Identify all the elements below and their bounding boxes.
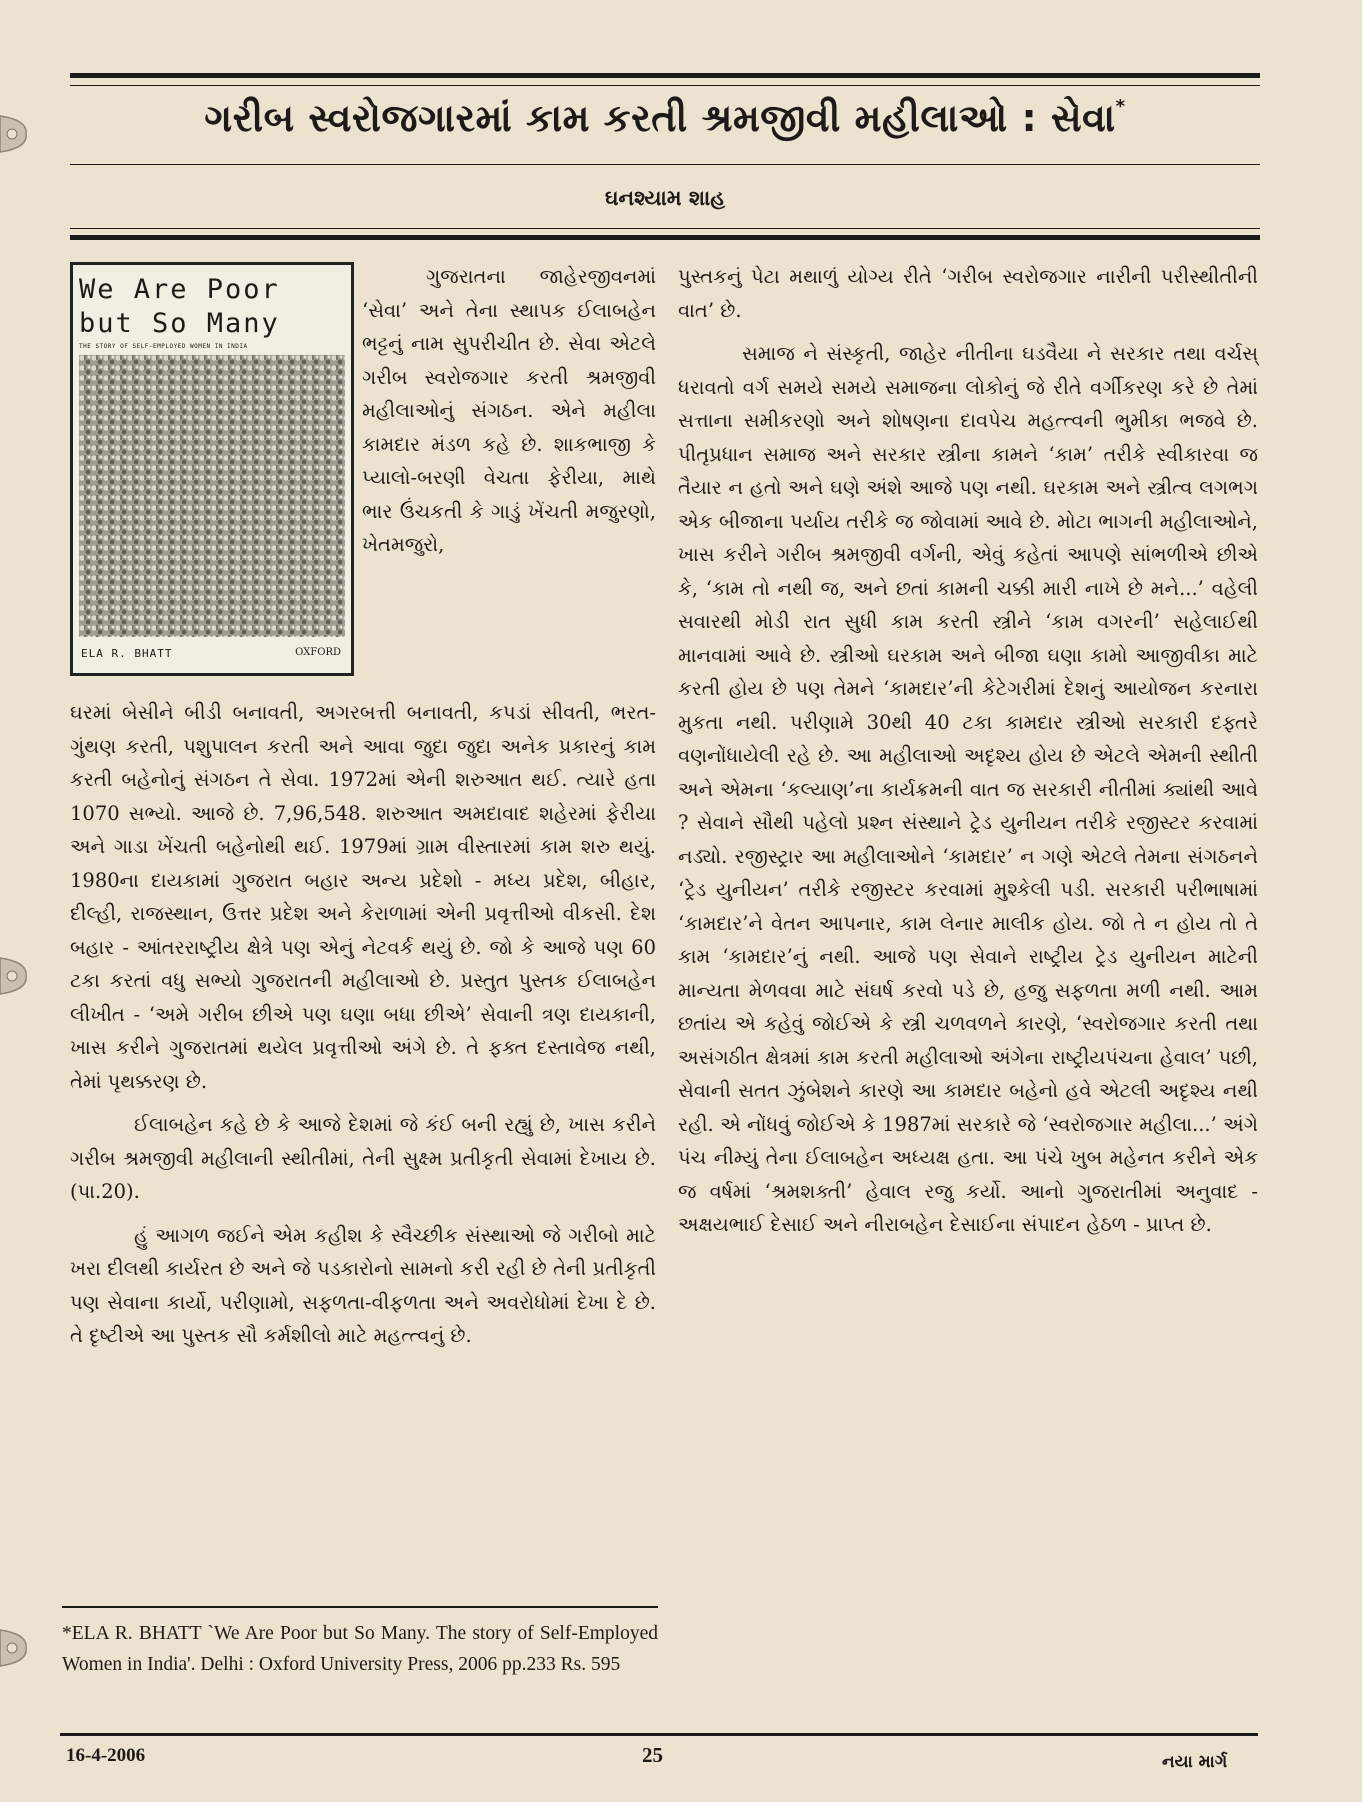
top-rule-thin bbox=[70, 85, 1260, 86]
body-paragraph: ઘરમાં બેસીને બીડી બનાવતી, અગરબત્તી બનાવતી, કપડાં સીવતી, ભરત-ગુંથણ કરતી, પશુપાલન કરતી અને આવા જુદા જુદા અનેક પ્રકારનું કામ કરતી બહેનોનું સંગઠન તે સેવા. 1972માં એની શરુઆત થઈ. ત્યારે હતા 1070 સભ્યો. આજે છે. 7,96,548. શરુઆત અમદાવાદ શહેરમાં ફેરીયા અને ગાડા ખેંચતી બહેનોથી થઈ. 1979માં ગ્રામ વીસ્તારમાં કામ શરુ થયું. 1980ના દાયકામાં ગુજરાત બહાર અન્ય પ્રદેશો - મધ્ય પ્રદેશ, બીહાર, દીલ્હી, રાજસ્થાન, ઉત્તર પ્રદેશ અને કેરાળામાં એની પ્રવૃત્તીઓ વીકસી. દેશ બહાર - આંતરરાષ્ટ્રીય ક્ષેત્રે પણ એનું નેટવર્ક થયું છે. જો કે આજે પણ 60 ટકા કરતાં વધુ સભ્યો ગુજરાતની મહીલાઓ છે. પ્રસ્તુત પુસ્તક ઈલાબહેન લીખીત - ‘અમે ગરીબ છીએ પણ ઘણા બધા છીએ’ સેવાની ત્રણ દાયકાની, ખાસ કરીને ગુજરાતમાં થયેલ પ્રવૃત્તીઓ અંગે છે. તે ફક્ત દસ્તાવેજ નથી, તેમાં પૃથક્કરણ છે. bbox=[70, 701, 656, 1093]
intro-paragraph bbox=[362, 260, 656, 562]
title-rule bbox=[70, 164, 1260, 165]
book-cover-publisher: OXFORD bbox=[295, 647, 341, 658]
book-cover-author: ELA R. BHATT bbox=[81, 647, 173, 660]
binding-clip-icon bbox=[0, 1622, 40, 1674]
book-cover-image bbox=[70, 262, 354, 676]
book-cover-title: We Are Poor but So Many bbox=[79, 274, 280, 339]
title-footnote-mark: * bbox=[1115, 96, 1126, 117]
right-column bbox=[678, 260, 1258, 1242]
publication-name: નયા માર્ગ bbox=[1162, 1752, 1228, 1772]
body-text: ગુજરાતના જાહેરજીવનમાં ‘સેવા’ અને તેના સ્થાપક ઈલાબહેન ભટ્ટનું નામ સુપરીચીત છે. સેવા એટલે ગરીબ સ્વરોજગાર કરતી શ્રમજીવી મહીલાઓનું સંગઠન. એને મહીલા કામદાર મંડળ કહે છે. શાકભાજી કે પ્યાલો-બરણી વેચતા ફેરીયા, માથે ભાર ઉંચકતી કે ગાડું ખેંચતી મજુરણો, ખેતમજુરો, bbox=[362, 265, 656, 556]
page-number: 25 bbox=[642, 1743, 663, 1767]
author-rule-thin bbox=[70, 228, 1260, 229]
book-cover-subtitle: THE STORY OF SELF-EMPLOYED WOMEN IN INDIA bbox=[79, 343, 248, 350]
author-name: ઘનશ્યામ શાહ bbox=[604, 186, 726, 210]
article-title bbox=[70, 96, 1260, 141]
footnote-rule bbox=[62, 1606, 658, 1608]
bottom-rule bbox=[60, 1733, 1258, 1736]
binding-clip-icon bbox=[0, 950, 40, 1002]
article-title-text: ગરીબ સ્વરોજગારમાં કામ કરતી શ્રમજીવી મહીલાઓ : સેવા bbox=[204, 96, 1116, 140]
author-rule-thick bbox=[70, 235, 1260, 240]
body-paragraph: હું આગળ જઈને એમ કહીશ કે સ્વૈચ્છીક સંસ્થાઓ જે ગરીબો માટે ખરા દીલથી કાર્યરત છે અને જે પડકારોનો સામનો કરી રહી છે તેની પ્રતીકૃતી પણ સેવાના કાર્યો, પરીણામો, સફળતા-વીફળતા અને અવરોધોમાં દેખા દે છે. તે દૃષ્ટીએ આ પુસ્તક સૌ કર્મશીલો માટે મહત્ત્વનું છે. bbox=[70, 1223, 656, 1347]
binding-clip-icon bbox=[0, 108, 40, 160]
body-paragraph: સમાજ ને સંસ્કૃતી, જાહેર નીતીના ઘડવૈયા ને સરકાર તથા વર્ચસ્ ધરાવતો વર્ગ સમયે સમયે સમાજના લોકોનું જે રીતે વર્ગીકરણ કરે છે તેમાં સત્તાના સમીકરણો અને શોષણના દાવપેચ મહત્ત્વની ભુમીકા ભજવે છે. પીતૃપ્રધાન સમાજ અને સરકાર સ્ત્રીના કામને ‘કામ’ તરીકે સ્વીકારવા જ તૈયાર ન હતો અને ઘણે અંશે આજે પણ નથી. ઘરકામ અને સ્ત્રીત્વ લગભગ એક બીજાના પર્યાય તરીકે જ જોવામાં આવે છે. મોટા ભાગની મહીલાઓને, ખાસ કરીને ગરીબ શ્રમજીવી વર્ગની, એવું કહેતાં આપણે સાંભળીએ છીએ કે, ‘કામ તો નથી જ, અને છતાં કામની ચક્કી મારી નાખે છે મને...’ વહેલી સવારથી મોડી રાત સુધી કામ કરતી સ્ત્રીને ‘કામ વગરની’ સહેલાઈથી માનવામાં આવે છે. સ્ત્રીઓ ઘરકામ અને બીજા ઘણા કામો આજીવીકા માટે કરતી હોય છે પણ તેમને ‘કામદાર’ની કેટેગરીમાં દેશનું આયોજન કરનારા મુકતા નથી. પરીણામે 30થી 40 ટકા કામદાર સ્ત્રીઓ સરકારી દફ્તરે વણનોંધાયેલી રહે છે. આ મહીલાઓ અદૃશ્ય હોય છે એટલે એમની સ્થીતી અને એમના ‘કલ્યાણ’ના કાર્યક્રમની વાત જ સરકારી નીતીમાં ક્યાંથી આવે ? સેવાને સૌથી પહેલો પ્રશ્ન સંસ્થાને ટ્રેડ યુનીયન તરીકે રજીસ્ટર કરવામાં નડ્યો. રજીસ્ટ્રાર આ મહીલાઓને ‘કામદાર’ ન ગણે એટલે તેમના સંગઠનને ‘ટ્રેડ યુનીયન’ તરીકે રજીસ્ટર કરવામાં મુશ્કેલી પડી. સરકારી પરીભાષામાં ‘કામદાર’ને વેતન આપનાર, કામ લેનાર માલીક હોય. જો તે ન હોય તો તે કામ ‘કામદાર’નું નથી. આજે પણ સેવાને રાષ્ટ્રીય ટ્રેડ યુનીયન માટેની માન્યતા મેળવવા માટે સંઘર્ષ કરવો પડે છે, હજુ સફળતા મળી નથી. આમ છતાંય એ કહેવું જોઈએ કે સ્ત્રી ચળવળને કારણે, ‘સ્વરોજગાર કરતી તથા અસંગઠીત ક્ષેત્રમાં કામ કરતી મહીલાઓ અંગેના રાષ્ટ્રીયપંચના હેવાલ’ પછી, સેવાની સતત ઝુંબેશને કારણે આ કામદાર બહેનો હવે એટલી અદૃશ્ય નથી રહી. એ નોંધવું જોઈએ કે 1987માં સરકારે જે ‘સ્વરોજગાર મહીલા...’ અંગે પંચ નીમ્યું તેના ઈલાબહેન અધ્યક્ષ હતા. આ પંચે ખુબ મહેનત કરીને એક જ વર્ષમાં ‘શ્રમશક્તી’ હેવાલ રજુ કર્યો. આનો ગુજરાતીમાં અનુવાદ - અક્ષયભાઈ દેસાઈ અને નીરાબહેન દેસાઈના સંપાદન હેઠળ - પ્રાપ્ત છે. bbox=[678, 342, 1258, 1236]
left-column bbox=[70, 696, 656, 1353]
footnote: *ELA R. BHATT `We Are Poor but So Many. The story of Self-Employed Women in India'. Delhi : Oxford University Press, 2006 pp.233 Rs. 595 bbox=[62, 1623, 658, 1675]
body-paragraph: પુસ્તકનું પેટા મથાળું યોગ્ય રીતે ‘ગરીબ સ્વરોજગાર નારીની પરીસ્થીતીની વાત’ છે. bbox=[678, 265, 1258, 322]
body-paragraph: ઈલાબહેન કહે છે કે આજે દેશમાં જે કંઈ બની રહ્યું છે, ખાસ કરીને ગરીબ શ્રમજીવી મહીલાની સ્થીતીમાં, તેની સુક્ષ્મ પ્રતીકૃતી સેવામાં દેખાય છે. (પા.20). bbox=[70, 1113, 656, 1203]
top-rule-thick bbox=[70, 73, 1260, 78]
crowd-photo bbox=[79, 355, 345, 637]
issue-date: 16-4-2006 bbox=[66, 1745, 146, 1766]
